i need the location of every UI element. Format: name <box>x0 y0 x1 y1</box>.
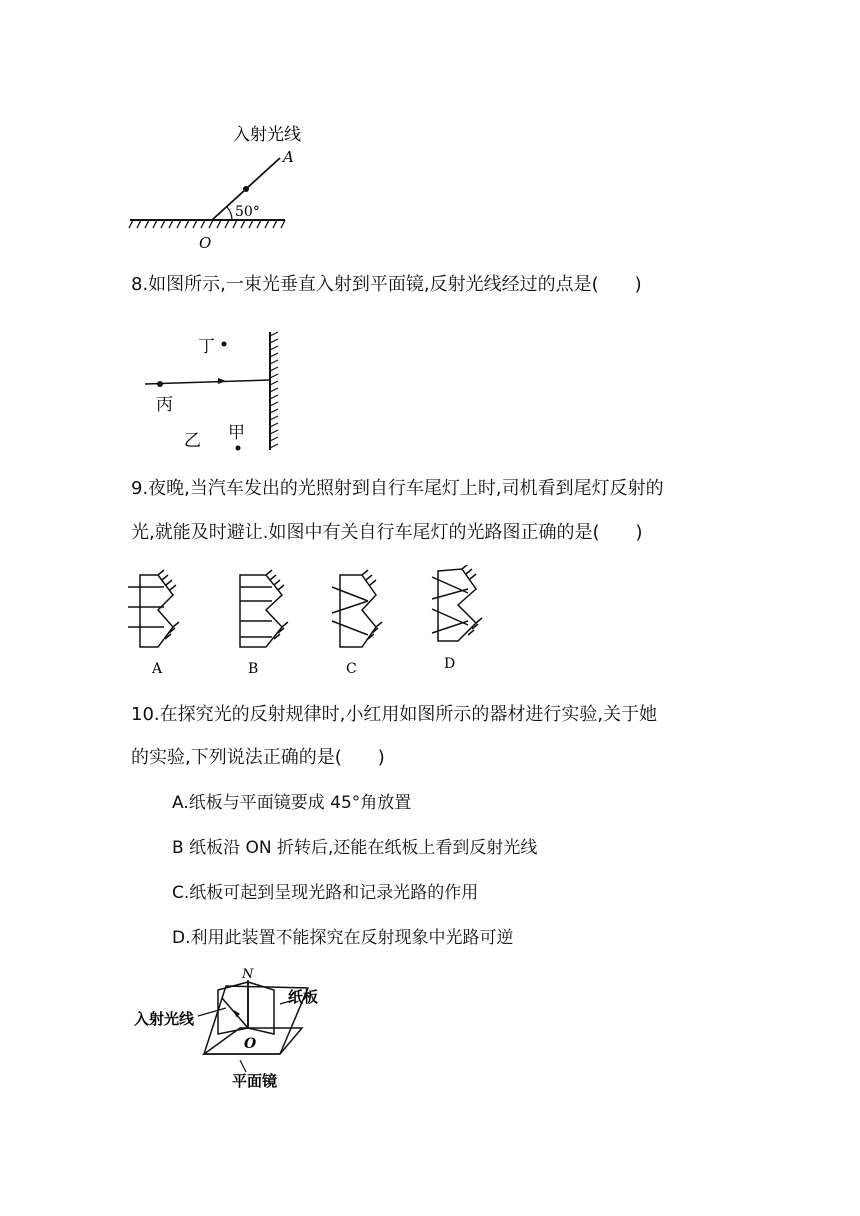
taillight-label-d: D <box>444 656 456 672</box>
taillight-label-a: A <box>152 661 163 677</box>
label-O-10: O <box>244 1036 257 1052</box>
label-mirror: 平面镜 <box>232 1072 278 1090</box>
option-c: C.纸板可起到呈现光路和记录光路的作用 <box>172 883 479 903</box>
figure-incident-ray <box>125 118 325 258</box>
label-bing: 丙 <box>156 395 173 415</box>
question-10-line2: 的实验,下列说法正确的是( ) <box>131 747 385 768</box>
question-9-line1: 9.夜晚,当汽车发出的光照射到自行车尾灯上时,司机看到尾灯反射的 <box>131 478 664 499</box>
label-ding: 丁 <box>198 337 215 357</box>
taillight-label-b: B <box>248 661 259 677</box>
question-10-line1: 10.在探究光的反射规律时,小红用如图所示的器材进行实验,关于她 <box>131 704 658 725</box>
question-8: 8.如图所示,一束光垂直入射到平面镜,反射光线经过的点是( ) <box>131 274 642 295</box>
label-O: O <box>199 234 212 252</box>
label-normal-N: N <box>242 968 254 982</box>
option-d: D.利用此装置不能探究在反射现象中光路可逆 <box>172 928 514 948</box>
question-9-line2: 光,就能及时避让.如图中有关自行车尾灯的光路图正确的是( ) <box>131 522 643 543</box>
label-incident-ray-10: 入射光线 <box>134 1010 195 1028</box>
label-A: A <box>283 148 294 166</box>
option-b: B 纸板沿 ON 折转后,还能在纸板上看到反射光线 <box>172 838 538 858</box>
figure-vertical-mirror <box>140 322 290 454</box>
label-jia: 甲 <box>228 423 245 443</box>
label-paper-board: 纸板 <box>288 988 319 1006</box>
label-yi: 乙 <box>184 431 201 451</box>
option-a: A.纸板与平面镜要成 45°角放置 <box>172 793 412 813</box>
figure-taillights <box>128 565 498 680</box>
label-incident-ray: 入射光线 <box>233 125 301 145</box>
figure-reflection-apparatus <box>130 968 330 1090</box>
label-angle: 50° <box>235 204 260 220</box>
taillight-label-c: C <box>346 661 357 677</box>
